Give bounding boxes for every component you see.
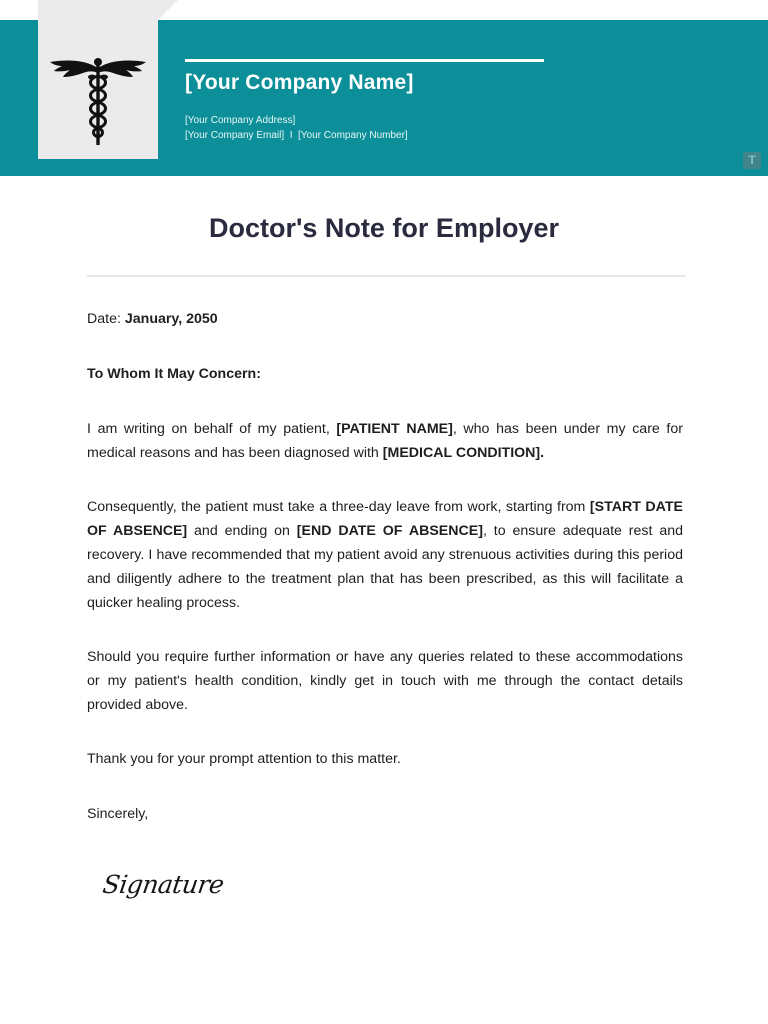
date-value: January, 2050 xyxy=(124,311,218,327)
paragraph-text: I am writing on behalf of my patient, xyxy=(87,421,330,437)
patient-name: [PATIENT NAME] xyxy=(336,421,453,437)
template-badge-icon[interactable]: T xyxy=(743,152,761,169)
logo-tab-fold xyxy=(158,0,178,20)
end-date: [END DATE OF ABSENCE] xyxy=(296,523,483,539)
paragraph-text: , who has been under my care for medical reasons and has been diagnosed with xyxy=(87,421,683,461)
paragraph-leave xyxy=(87,495,683,615)
title-divider xyxy=(87,275,686,277)
contact-separator: I xyxy=(289,130,293,141)
salutation: To Whom It May Concern: xyxy=(87,366,261,382)
company-contact xyxy=(185,130,408,141)
company-name: [Your Company Name] xyxy=(185,71,414,94)
paragraph-patient xyxy=(87,417,683,465)
paragraph-thanks: Thank you for your prompt attention to this matter. xyxy=(87,751,401,767)
company-email: [Your Company Email] xyxy=(185,130,285,141)
company-number: [Your Company Number] xyxy=(298,130,408,141)
signature: Signature xyxy=(100,870,226,899)
document-title: Doctor's Note for Employer xyxy=(209,213,559,243)
medical-condition: [MEDICAL CONDITION]. xyxy=(382,445,545,461)
paragraph-text: , to ensure adequate rest and recovery. I have recommended that my patient avoid any strenuous activities during this period and diligently adhere to the treatment plan that has been prescribed, as this will facilitate a quicker healing process. xyxy=(87,523,683,611)
date-label: Date: xyxy=(87,311,121,327)
paragraph-text: Consequently, the patient must take a three-day leave from work, starting from xyxy=(87,499,586,515)
company-address: [Your Company Address] xyxy=(185,115,296,126)
paragraph-text: and ending on xyxy=(194,523,290,539)
paragraph-contact: Should you require further information or have any queries related to these accommodations or my patient's health condition, kindly get in touch with me through the contact details provided above. xyxy=(87,649,683,713)
date-line xyxy=(87,307,683,331)
header-rule xyxy=(185,59,544,62)
closing: Sincerely, xyxy=(87,806,149,822)
start-date: [START DATE OF ABSENCE] xyxy=(87,499,683,539)
caduceus-icon xyxy=(48,56,148,146)
